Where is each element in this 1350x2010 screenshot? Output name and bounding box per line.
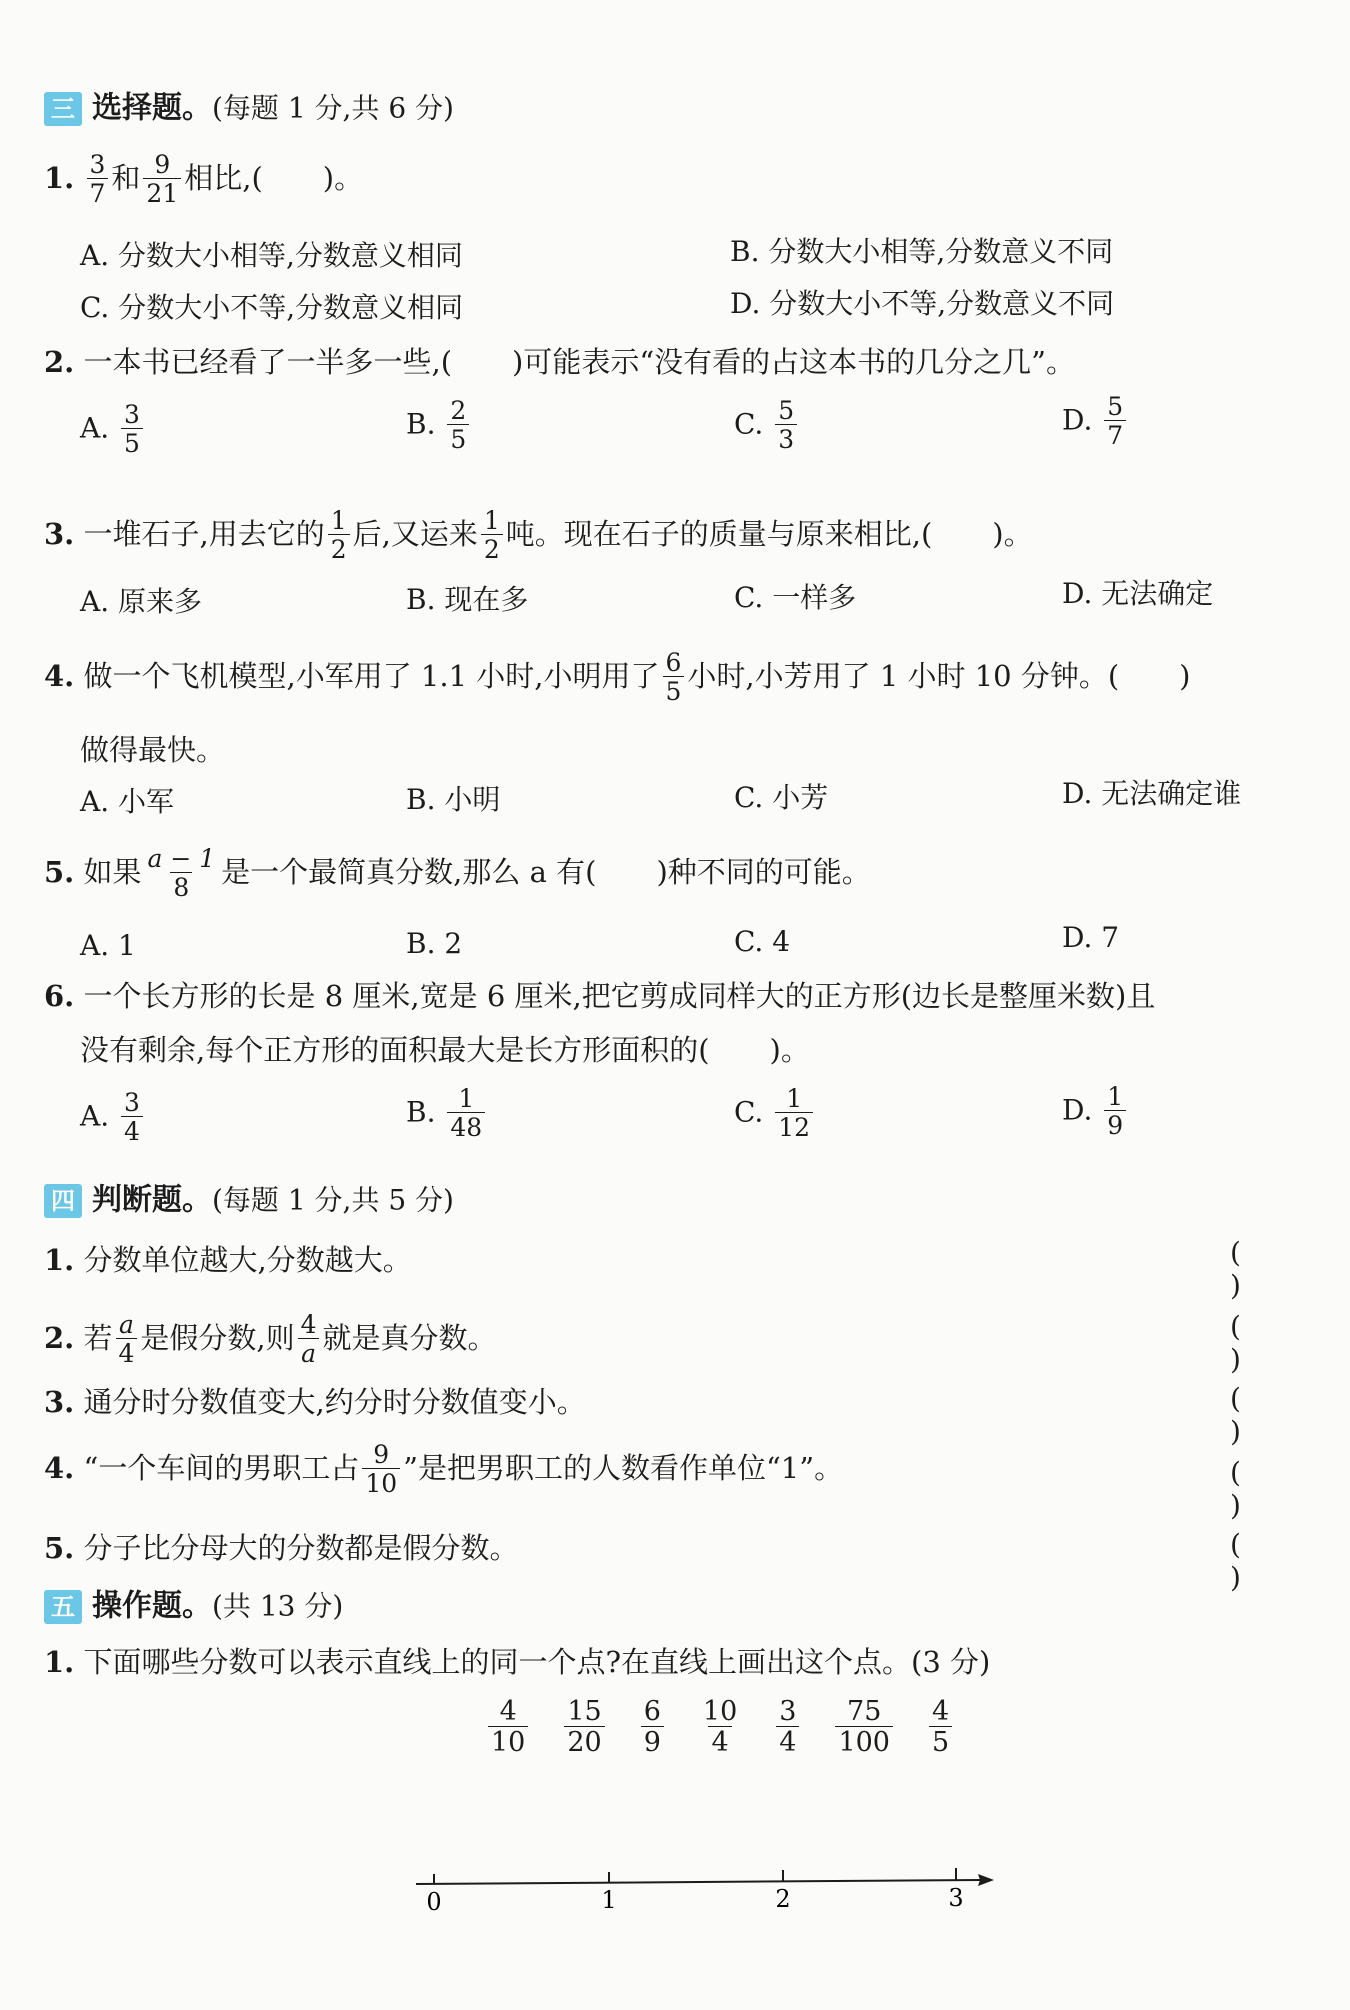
question-text: 和 bbox=[111, 160, 141, 195]
question-2 bbox=[44, 345, 1076, 379]
option-c: C. $\frac{5}{3}$ bbox=[734, 398, 800, 454]
question-4 bbox=[44, 650, 1191, 706]
judge-item-1: 1. 分数单位越大,分数越大。 bbox=[44, 1243, 412, 1277]
section-3-badge: 三 bbox=[44, 92, 82, 126]
question-text: )可能表示“没有看的占这本书的几分之几”。 bbox=[512, 345, 1076, 379]
option-c: C. $\frac{1}{12}$ bbox=[734, 1086, 816, 1142]
fraction-list bbox=[470, 1698, 970, 1758]
question-5 bbox=[44, 846, 871, 902]
judge-item-2: 2. 若 $\frac{a}{4}$ 是假分数,则 $\frac{4}{a}$ 就是真分数。 bbox=[44, 1310, 497, 1369]
option-b: B. 现在多 bbox=[406, 583, 529, 616]
fraction: $\frac{3}{4}$ bbox=[776, 1698, 799, 1758]
section-5-note: (共 13 分) bbox=[212, 1589, 344, 1623]
question-text: 没有剩余,每个正方形的面积最大是长方形面积的( bbox=[80, 1033, 710, 1067]
option-d: D. $\frac{1}{9}$ bbox=[1062, 1084, 1129, 1140]
fraction: $\frac{6}{5}$ bbox=[663, 650, 685, 706]
question-text: 做一个飞机模型,小军用了 1.1 小时,小明用了 bbox=[83, 658, 660, 693]
option-a: A. 原来多 bbox=[80, 585, 203, 618]
option-c: C. 一样多 bbox=[734, 581, 857, 614]
answer-paren[interactable]: ( ) bbox=[1230, 1528, 1291, 1594]
operation-question-1: 1. 下面哪些分数可以表示直线上的同一个点?在直线上画出这个点。(3 分) bbox=[44, 1645, 991, 1679]
question-6-line-2 bbox=[80, 1033, 810, 1067]
question-text: 一个长方形的长是 8 厘米,宽是 6 厘米,把它剪成同样大的正方形(边长是整厘米数)且 bbox=[83, 979, 1156, 1013]
option-b: B. 分数大小相等,分数意义不同 bbox=[730, 235, 1114, 268]
section-3-title: 选择题。 bbox=[92, 90, 212, 126]
answer-paren[interactable]: ( ) bbox=[1230, 1456, 1291, 1522]
fraction: $\frac{1}{2}$ bbox=[328, 508, 350, 564]
section-3-header bbox=[44, 92, 454, 126]
tick-label: 3 bbox=[948, 1884, 964, 1912]
option-a: A. $\frac{3}{5}$ bbox=[80, 402, 146, 458]
tick-label: 2 bbox=[775, 1885, 791, 1913]
section-4-title: 判断题。 bbox=[92, 1182, 212, 1218]
fraction: $\frac{6}{9}$ bbox=[641, 1698, 664, 1758]
option-a: A. $\frac{3}{4}$ bbox=[80, 1090, 146, 1146]
option-d: D. 分数大小不等,分数意义不同 bbox=[730, 287, 1115, 320]
question-number: 3. bbox=[44, 516, 75, 551]
answer-paren[interactable]: ( ) bbox=[1230, 1310, 1291, 1376]
section-5-header bbox=[44, 1590, 343, 1624]
option-b: B. $\frac{1}{48}$ bbox=[406, 1086, 488, 1142]
option-d: D. 无法确定 bbox=[1062, 577, 1214, 610]
option-a: A. 分数大小相等,分数意义相同 bbox=[80, 239, 463, 272]
question-6 bbox=[44, 979, 1156, 1013]
answer-paren[interactable]: ( ) bbox=[1230, 1382, 1291, 1448]
option-d: D. 无法确定谁 bbox=[1062, 777, 1242, 810]
option-c: C. 分数大小不等,分数意义相同 bbox=[80, 291, 464, 324]
fraction: $\frac{a - 1}{8}$ bbox=[147, 844, 216, 903]
section-4-header bbox=[44, 1184, 454, 1218]
option-c: C. 4 bbox=[734, 925, 791, 958]
fraction: $\frac{4}{5}$ bbox=[929, 1698, 952, 1758]
judge-item-4: 4. “一个车间的男职工占 $\frac{9}{10}$ ”是把男职工的人数看作单位“1”。 bbox=[44, 1440, 844, 1499]
question-text: ) bbox=[1179, 658, 1191, 693]
option-c: C. 小芳 bbox=[734, 781, 829, 814]
section-5-badge: 五 bbox=[44, 1590, 82, 1624]
option-d: D. 7 bbox=[1062, 921, 1120, 954]
fraction: $\frac{1}{2}$ bbox=[481, 508, 503, 564]
question-text: 相比,( bbox=[184, 160, 263, 195]
fraction: $\frac{75}{100}$ bbox=[835, 1698, 893, 1758]
question-text: )种不同的可能。 bbox=[656, 854, 871, 889]
question-1 bbox=[44, 152, 363, 208]
tick-label: 0 bbox=[426, 1888, 442, 1916]
question-number: 2. bbox=[44, 345, 75, 379]
section-5-title: 操作题。 bbox=[92, 1588, 212, 1624]
question-number: 6. bbox=[44, 979, 75, 1013]
option-a: A. 小军 bbox=[80, 785, 175, 818]
question-number: 4. bbox=[44, 658, 75, 693]
option-d: D. $\frac{5}{7}$ bbox=[1062, 394, 1129, 450]
option-b: B. 2 bbox=[406, 927, 463, 960]
question-text: )。 bbox=[322, 160, 364, 195]
section-4-badge: 四 bbox=[44, 1184, 82, 1218]
fraction: $\frac{10}{4}$ bbox=[702, 1696, 738, 1759]
number-line[interactable] bbox=[400, 1860, 1020, 1930]
option-b: B. $\frac{2}{5}$ bbox=[406, 398, 472, 454]
question-text: 如果 bbox=[83, 854, 142, 889]
question-number: 5. bbox=[44, 854, 75, 889]
option-b: B. 小明 bbox=[406, 783, 501, 816]
fraction: $\frac{3}{7}$ bbox=[87, 152, 109, 208]
fraction: $\frac{4}{10}$ bbox=[488, 1698, 528, 1758]
question-text: 后,又运来 bbox=[352, 516, 478, 551]
section-3-note: (每题 1 分,共 6 分) bbox=[212, 91, 454, 125]
judge-item-3: 3. 通分时分数值变大,约分时分数值变小。 bbox=[44, 1385, 586, 1419]
question-number: 1. bbox=[44, 160, 75, 195]
question-text: )。 bbox=[769, 1033, 810, 1067]
question-text: 是一个最简真分数,那么 a 有( bbox=[221, 854, 597, 889]
section-4-note: (每题 1 分,共 5 分) bbox=[212, 1183, 454, 1217]
question-text: 一堆石子,用去它的 bbox=[83, 516, 325, 551]
judge-item-5: 5. 分子比分母大的分数都是假分数。 bbox=[44, 1531, 519, 1565]
question-text: 小时,小芳用了 1 小时 10 分钟。( bbox=[687, 658, 1120, 693]
question-text: 一本书已经看了一半多一些,( bbox=[83, 345, 453, 379]
fraction: $\frac{15}{20}$ bbox=[564, 1698, 604, 1758]
question-3 bbox=[44, 508, 1033, 564]
question-text: 吨。现在石子的质量与原来相比,( bbox=[505, 516, 933, 551]
fraction: $\frac{9}{21}$ bbox=[143, 152, 181, 208]
question-4-line-2: 做得最快。 bbox=[80, 733, 226, 767]
option-a: A. 1 bbox=[80, 929, 136, 962]
arrow-icon bbox=[978, 1874, 994, 1886]
answer-paren[interactable]: ( ) bbox=[1230, 1236, 1291, 1302]
tick-label: 1 bbox=[601, 1886, 617, 1914]
question-text: )。 bbox=[992, 516, 1033, 551]
number-line-axis bbox=[416, 1880, 980, 1884]
